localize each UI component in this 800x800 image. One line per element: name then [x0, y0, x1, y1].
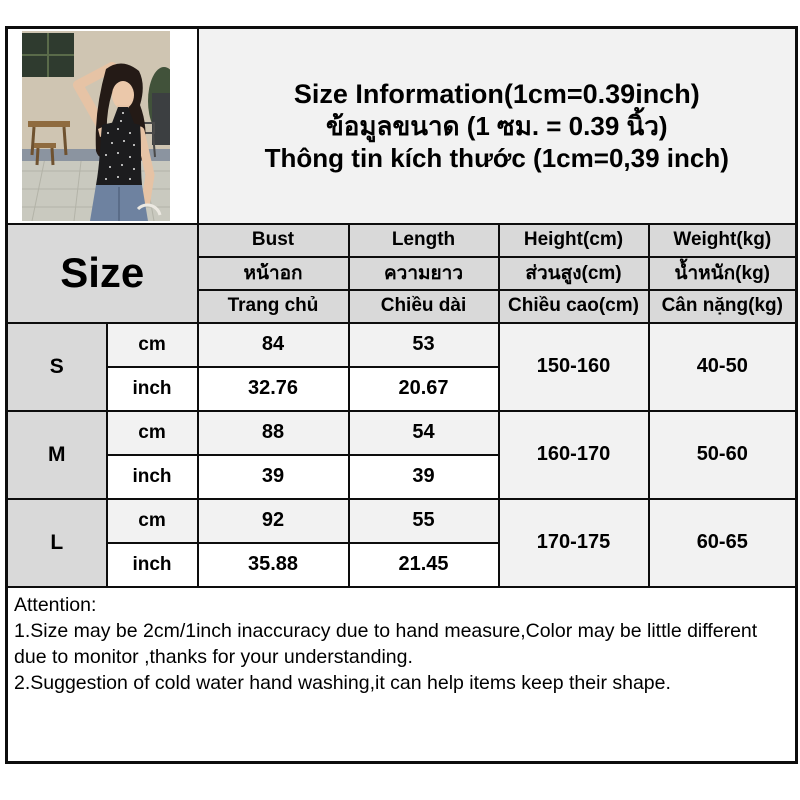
m-length-cm: 54 [349, 411, 499, 455]
l-weight-range: 60-65 [649, 499, 797, 587]
s-length-inch: 20.67 [349, 367, 499, 411]
size-info-table [5, 26, 798, 764]
l-bust-inch: 35.88 [198, 543, 349, 587]
s-length-cm: 53 [349, 323, 499, 367]
m-weight-range: 50-60 [649, 411, 797, 499]
col-header-length-en: Length [349, 224, 499, 257]
l-bust-cm: 92 [198, 499, 349, 543]
table-row-m-cm [7, 411, 797, 455]
title-english: Size Information(1cm=0.39inch) [293, 78, 700, 109]
col-header-height-en: Height(cm) [499, 224, 649, 257]
title-cell [198, 28, 797, 224]
l-height-range: 170-175 [499, 499, 649, 587]
title-thai: ข้อมูลขนาด (1 ซม. = 0.39 นิ้ว) [325, 110, 668, 141]
attention-heading: Attention: [14, 593, 97, 616]
l-length-inch: 21.45 [349, 543, 499, 587]
col-header-bust-th: หน้าอก [198, 257, 349, 290]
m-length-inch: 39 [349, 455, 499, 499]
col-header-bust-en: Bust [198, 224, 349, 257]
m-bust-inch: 39 [198, 455, 349, 499]
unit-inch-label: inch [107, 543, 198, 587]
product-photo [22, 31, 170, 221]
unit-cm-label: cm [107, 411, 198, 455]
unit-cm-label: cm [107, 323, 198, 367]
table-row-l-cm [7, 499, 797, 543]
s-weight-range: 40-50 [649, 323, 797, 411]
col-header-length-vi: Chiều dài [349, 290, 499, 323]
size-l-label: L [7, 499, 107, 587]
size-header-label: Size [7, 224, 198, 323]
col-header-weight-th: น้ำหนัก(kg) [649, 257, 797, 290]
col-header-height-th: ส่วนสูง(cm) [499, 257, 649, 290]
col-header-height-vi: Chiều cao(cm) [499, 290, 649, 323]
s-height-range: 150-160 [499, 323, 649, 411]
s-bust-cm: 84 [198, 323, 349, 367]
m-bust-cm: 88 [198, 411, 349, 455]
unit-inch-label: inch [107, 367, 198, 411]
attention-note-2: 2.Suggestion of cold water hand washing,it can help items keep their shape. [14, 671, 671, 694]
unit-inch-label: inch [107, 455, 198, 499]
product-photo-cell [7, 28, 198, 224]
col-header-weight-vi: Cân nặng(kg) [649, 290, 797, 323]
size-s-label: S [7, 323, 107, 411]
col-header-bust-vi: Trang chủ [198, 290, 349, 323]
m-height-range: 160-170 [499, 411, 649, 499]
attention-section [7, 587, 797, 763]
table-row-s-cm [7, 323, 797, 367]
l-length-cm: 55 [349, 499, 499, 543]
col-header-weight-en: Weight(kg) [649, 224, 797, 257]
attention-note-1: 1.Size may be 2cm/1inch inaccuracy due to hand measure,Color may be little different due to monitor ,thanks for your understanding. [14, 619, 758, 668]
s-bust-inch: 32.76 [198, 367, 349, 411]
title-vietnamese: Thông tin kích thước (1cm=0,39 inch) [264, 142, 729, 173]
col-header-length-th: ความยาว [349, 257, 499, 290]
size-m-label: M [7, 411, 107, 499]
unit-cm-label: cm [107, 499, 198, 543]
